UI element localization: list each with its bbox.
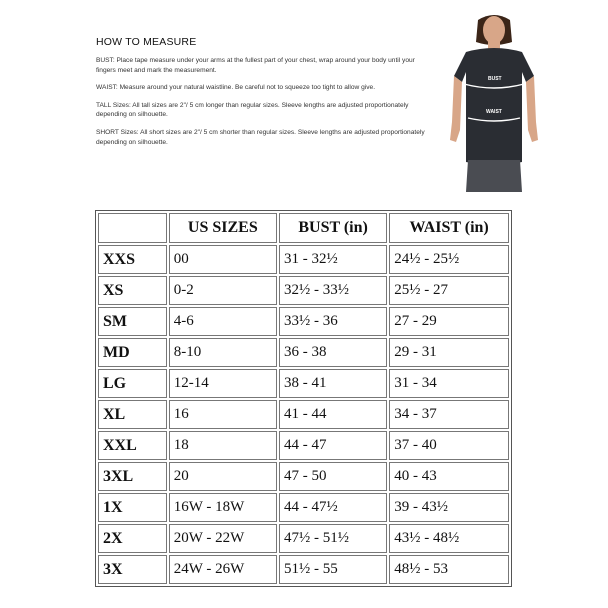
table-row bbox=[98, 462, 509, 491]
us-size-cell: 0-2 bbox=[169, 276, 277, 305]
us-size-cell: 16 bbox=[169, 400, 277, 429]
size-cell: XXL bbox=[98, 431, 167, 460]
bust-cell: 41 - 44 bbox=[279, 400, 387, 429]
bust-cell: 38 - 41 bbox=[279, 369, 387, 398]
us-size-cell: 20W - 22W bbox=[169, 524, 277, 553]
us-size-cell: 20 bbox=[169, 462, 277, 491]
tall-sizes-note: TALL Sizes: All tall sizes are 2"/ 5 cm longer than regular sizes. Sleeve lengths are adjusted proportionately depending on silhouette. bbox=[96, 101, 409, 119]
table-row bbox=[98, 431, 509, 460]
header-waist: WAIST (in) bbox=[389, 213, 509, 243]
us-size-cell: 12-14 bbox=[169, 369, 277, 398]
waist-cell: 27 - 29 bbox=[389, 307, 509, 336]
model-figure bbox=[430, 12, 558, 192]
waist-cell: 48½ - 53 bbox=[389, 555, 509, 584]
waist-label: WAIST bbox=[486, 109, 502, 115]
size-cell: SM bbox=[98, 307, 167, 336]
bust-cell: 36 - 38 bbox=[279, 338, 387, 367]
header-size bbox=[98, 213, 167, 243]
us-size-cell: 00 bbox=[169, 245, 277, 274]
waist-cell: 39 - 43½ bbox=[389, 493, 509, 522]
table-row bbox=[98, 307, 509, 336]
table-row bbox=[98, 524, 509, 553]
bust-instructions: BUST: Place tape measure under your arms at the fullest part of your chest, wrap around your body until your fingers meet and mark the measurement. bbox=[96, 57, 415, 74]
bust-cell: 44 - 47½ bbox=[279, 493, 387, 522]
waist-instructions: WAIST: Measure around your natural waistline. Be careful not to squeeze too tight to allow give. bbox=[96, 84, 376, 92]
waist-cell: 29 - 31 bbox=[389, 338, 509, 367]
us-size-cell: 16W - 18W bbox=[169, 493, 277, 522]
measure-guide bbox=[96, 36, 426, 155]
size-cell: MD bbox=[98, 338, 167, 367]
us-size-cell: 24W - 26W bbox=[169, 555, 277, 584]
waist-cell: 31 - 34 bbox=[389, 369, 509, 398]
table-row bbox=[98, 338, 509, 367]
table-row bbox=[98, 493, 509, 522]
table-row bbox=[98, 369, 509, 398]
waist-cell: 43½ - 48½ bbox=[389, 524, 509, 553]
header-bust: BUST (in) bbox=[279, 213, 387, 243]
bust-cell: 51½ - 55 bbox=[279, 555, 387, 584]
size-cell: 3XL bbox=[98, 462, 167, 491]
bust-cell: 33½ - 36 bbox=[279, 307, 387, 336]
table-row bbox=[98, 400, 509, 429]
size-cell: 3X bbox=[98, 555, 167, 584]
bust-cell: 32½ - 33½ bbox=[279, 276, 387, 305]
us-size-cell: 8-10 bbox=[169, 338, 277, 367]
table-row bbox=[98, 555, 509, 584]
bust-cell: 44 - 47 bbox=[279, 431, 387, 460]
bust-cell: 31 - 32½ bbox=[279, 245, 387, 274]
us-size-cell: 18 bbox=[169, 431, 277, 460]
table-row bbox=[98, 245, 509, 274]
bust-cell: 47 - 50 bbox=[279, 462, 387, 491]
waist-cell: 37 - 40 bbox=[389, 431, 509, 460]
short-sizes-note: SHORT Sizes: All short sizes are 2"/ 5 cm shorter than regular sizes. Sleeve lengths are adjusted proportionately depending on silhouette. bbox=[96, 128, 425, 146]
waist-cell: 25½ - 27 bbox=[389, 276, 509, 305]
size-chart-table bbox=[95, 210, 512, 587]
waist-cell: 40 - 43 bbox=[389, 462, 509, 491]
guide-title: HOW TO MEASURE bbox=[96, 36, 197, 48]
size-cell: XXS bbox=[98, 245, 167, 274]
size-cell: XS bbox=[98, 276, 167, 305]
table-header-row bbox=[98, 213, 509, 243]
header-us-sizes: US SIZES bbox=[169, 213, 277, 243]
size-cell: 2X bbox=[98, 524, 167, 553]
waist-cell: 24½ - 25½ bbox=[389, 245, 509, 274]
size-cell: 1X bbox=[98, 493, 167, 522]
size-cell: XL bbox=[98, 400, 167, 429]
model-illustration bbox=[430, 12, 558, 192]
size-cell: LG bbox=[98, 369, 167, 398]
waist-cell: 34 - 37 bbox=[389, 400, 509, 429]
us-size-cell: 4-6 bbox=[169, 307, 277, 336]
bust-label: BUST bbox=[488, 76, 502, 82]
bust-cell: 47½ - 51½ bbox=[279, 524, 387, 553]
table-row bbox=[98, 276, 509, 305]
